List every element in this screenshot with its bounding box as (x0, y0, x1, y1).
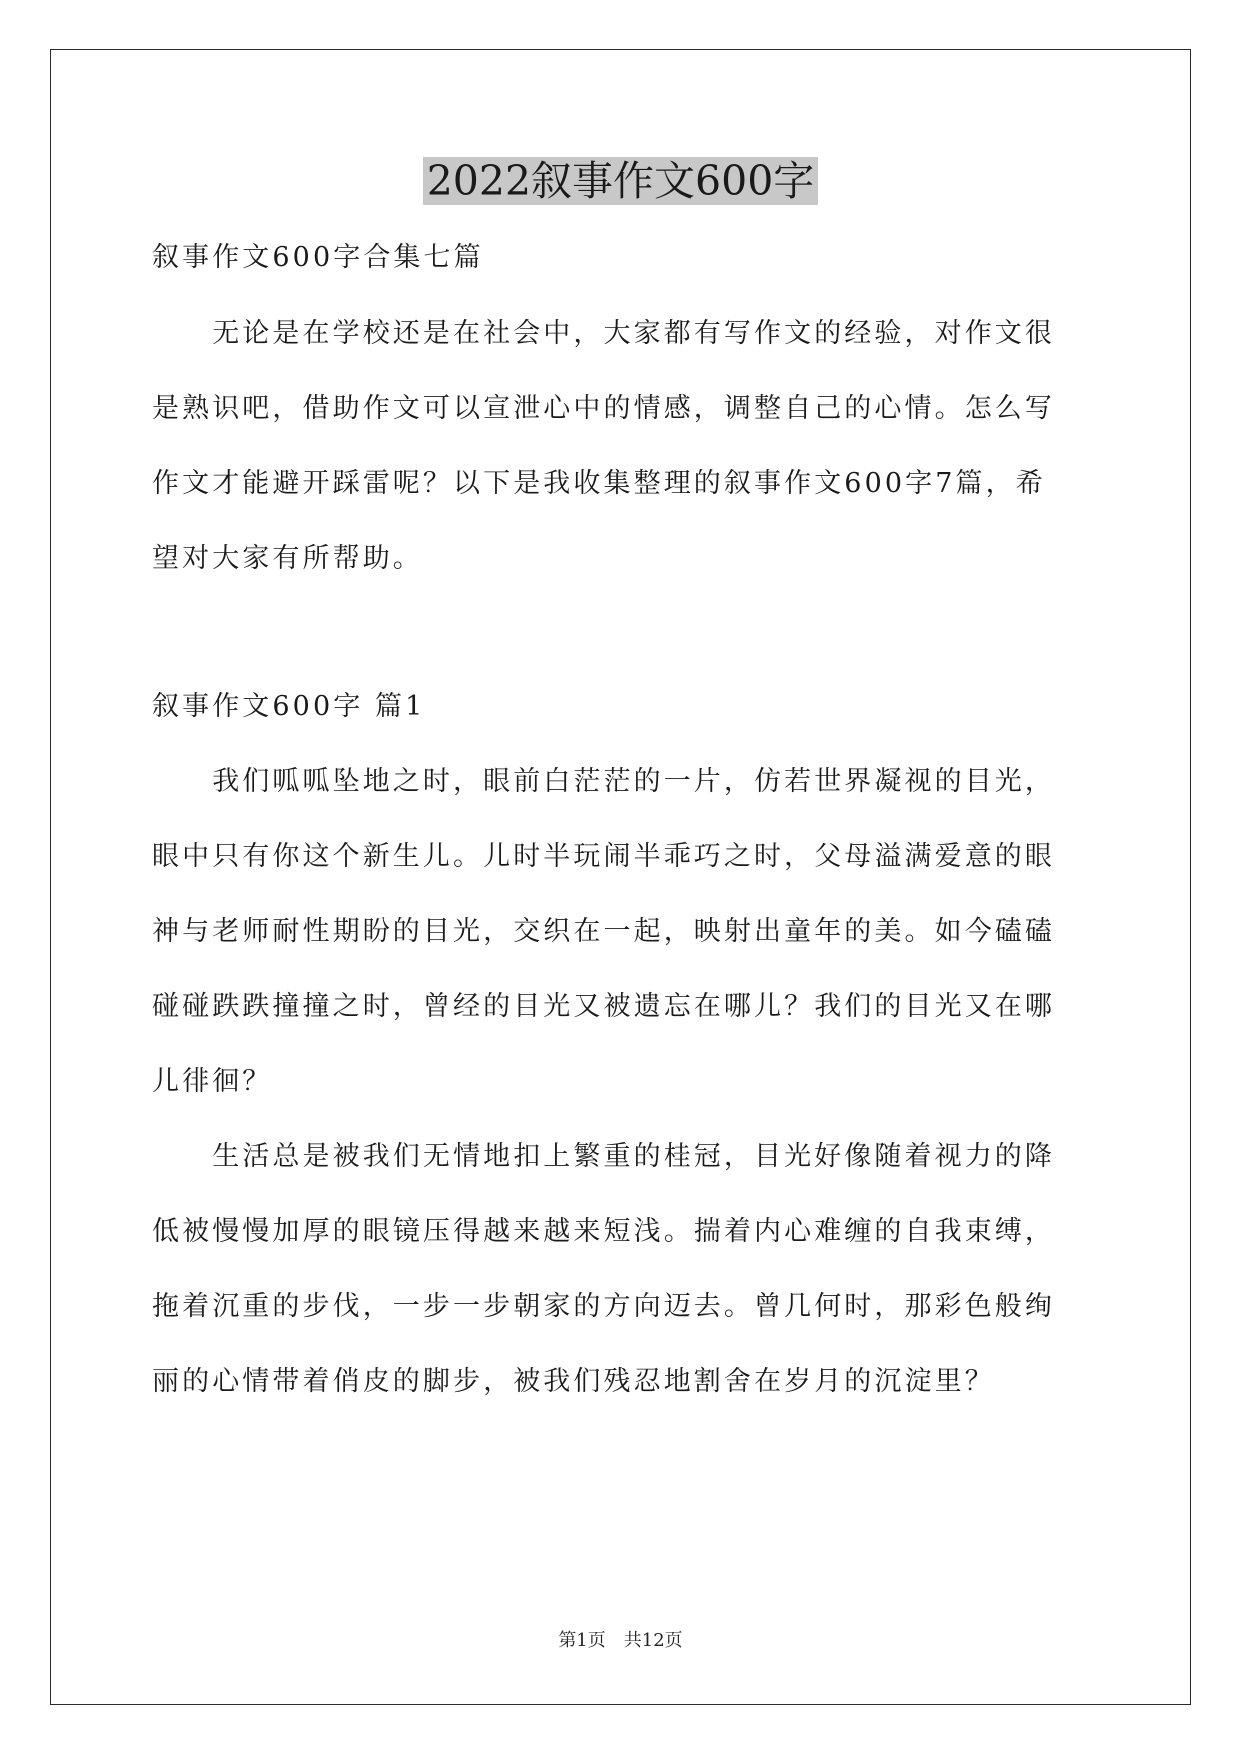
document-title-text: 2022叙事作文600字 (423, 157, 819, 205)
body-line-5: 儿徘徊？ (152, 1066, 273, 1097)
page-number-footer: 第1页 共12页 (558, 1630, 683, 1651)
document-title (0, 151, 1241, 211)
body-line-9: 丽的心情带着俏皮的脚步，被我们残忍地割舍在岁月的沉淀里？ (152, 1366, 995, 1397)
intro-line-2: 是熟识吧，借助作文可以宣泄心中的情感，调整自己的心情。怎么写 (152, 393, 1055, 424)
body-line-6: 生活总是被我们无情地扣上繁重的桂冠，目光好像随着视力的降 (152, 1141, 1055, 1172)
body-line-8: 拖着沉重的步伐，一步一步朝家的方向迈去。曾几何时，那彩色般绚 (152, 1291, 1055, 1322)
body-line-2: 眼中只有你这个新生儿。儿时半玩闹半乖巧之时，父母溢满爱意的眼 (152, 841, 1055, 872)
intro-line-4: 望对大家有所帮助。 (152, 543, 423, 574)
page-border (50, 49, 1191, 1705)
section-heading-1: 叙事作文600字 篇1 (152, 691, 426, 722)
body-line-1: 我们呱呱坠地之时，眼前白茫茫的一片，仿若世界凝视的目光， (152, 766, 1055, 797)
intro-line-1: 无论是在学校还是在社会中，大家都有写作文的经验，对作文很 (152, 318, 1055, 349)
intro-line-3: 作文才能避开踩雷呢？以下是我收集整理的叙事作文600字7篇，希 (152, 468, 1046, 499)
collection-heading: 叙事作文600字合集七篇 (152, 242, 484, 273)
body-line-7: 低被慢慢加厚的眼镜压得越来越来短浅。揣着内心难缠的自我束缚， (152, 1216, 1055, 1247)
body-line-3: 神与老师耐性期盼的目光，交织在一起，映射出童年的美。如今磕磕 (152, 916, 1055, 947)
body-line-4: 碰碰跌跌撞撞之时，曾经的目光又被遗忘在哪儿？我们的目光又在哪 (152, 991, 1055, 1022)
